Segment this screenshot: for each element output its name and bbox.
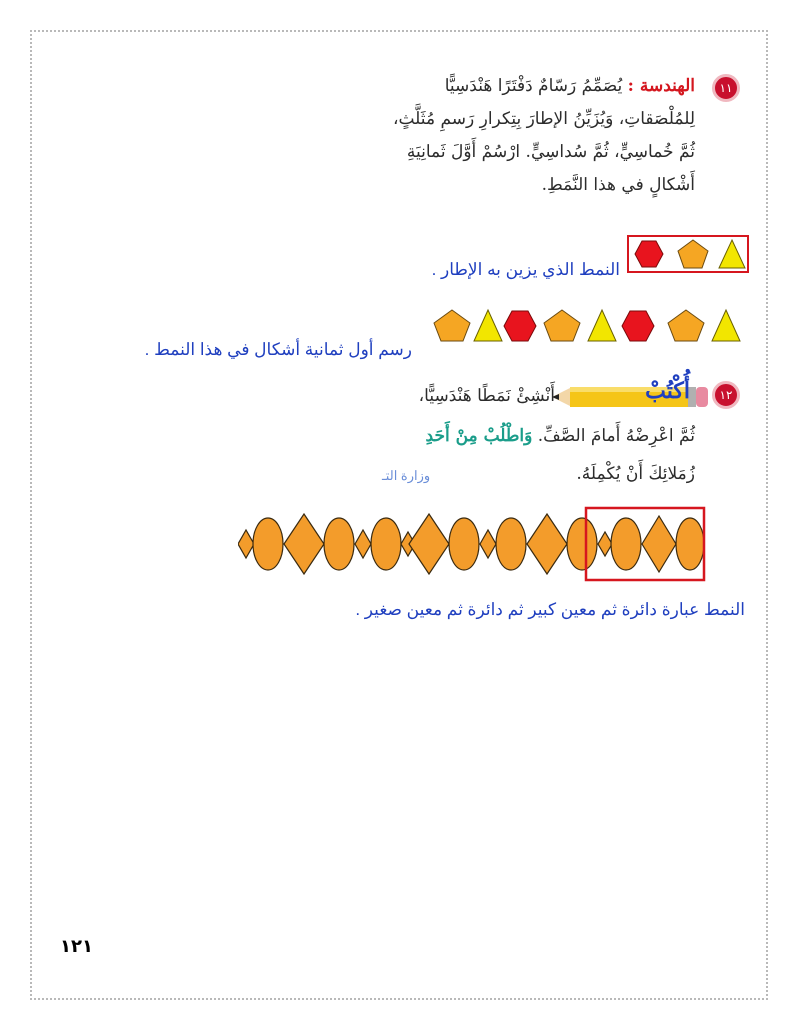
- oval-shape: [371, 518, 401, 570]
- small-diamond-shape: [355, 530, 371, 558]
- oval-shape: [449, 518, 479, 570]
- triangle-shape: [474, 310, 502, 341]
- triangle-shape: [588, 310, 616, 341]
- frame-pattern-shapes: [629, 237, 747, 271]
- exercise-11-line-1-text: يُصَمِّمُ رَسّامٌ دَفْتَرًا هَنْدَسِيًّا: [444, 76, 623, 96]
- oval-pattern-caption: النمط عبارة دائرة ثم معين كبير ثم دائرة ثم معين صغير .: [355, 600, 745, 619]
- oval-diamond-pattern: [238, 506, 706, 582]
- hexagon-shape: [504, 311, 536, 341]
- eight-shapes-row: [432, 306, 744, 344]
- small-diamond-shape: [480, 530, 496, 558]
- exercise-number: ١١: [719, 81, 733, 95]
- exercise-11-text: [275, 70, 695, 202]
- oval-shape: [611, 518, 641, 570]
- exercise-11-line-1: [275, 70, 695, 103]
- eight-shapes-caption: رسم أول ثمانية أشكال في هذا النمط .: [144, 340, 412, 359]
- hexagon-shape: [622, 311, 654, 341]
- hexagon-shape: [635, 241, 663, 267]
- pentagon-shape: [678, 240, 708, 268]
- keyword-geometry: الهندسة :: [627, 76, 695, 96]
- pentagon-shape: [434, 310, 470, 341]
- oval-shape: [676, 518, 704, 570]
- watermark-text: وزارة التـ: [382, 468, 431, 483]
- oval-shape: [496, 518, 526, 570]
- triangle-shape: [719, 240, 745, 268]
- pentagon-shape: [544, 310, 580, 341]
- oval-shape: [567, 518, 597, 570]
- triangle-shape: [712, 310, 740, 341]
- exercise-12-line-2-a: ثُمَّ اعْرِضْهُ أَمامَ الصَّفِّ.: [537, 426, 695, 446]
- exercise-12-line-2-b: وَاطْلُبْ مِنْ أَحَدِ: [425, 426, 533, 446]
- exercise-12-line-3: زُمَلائِكَ أَنْ يُكْمِلَهُ.: [576, 464, 695, 484]
- small-diamond-shape: [238, 530, 254, 558]
- oval-shape: [324, 518, 354, 570]
- big-diamond-shape: [284, 514, 324, 574]
- big-diamond-shape: [409, 514, 449, 574]
- oval-shape: [253, 518, 283, 570]
- exercise-11-line-2: لِلمُلْصَقاتِ، وَيُزَيِّنُ الإطارَ بِتِكرارِ رَسمِ مُثَلَّثٍ،: [393, 109, 695, 129]
- exercise-11-line-4: أَشْكالٍ في هذا النَّمَطِ.: [541, 175, 695, 195]
- write-label: أُكْتُبْ: [645, 378, 690, 404]
- frame-pattern-box: [627, 235, 749, 273]
- exercise-12-line-2: [275, 420, 695, 453]
- exercise-number-badge: [712, 74, 740, 102]
- exercise-number: ١٢: [719, 388, 733, 402]
- exercise-12-line-1: أَنْشِئْ نَمَطًا هَنْدَسِيًّا،: [418, 386, 555, 406]
- exercise-11-line-3: ثُمَّ خُماسِيٍّ، ثُمَّ سُداسِيٍّ. ارْسُمْ أَوَّلَ ثَمانِيَةِ: [406, 142, 695, 162]
- pentagon-shape: [668, 310, 704, 341]
- small-diamond-shape: [598, 532, 612, 556]
- page-number: ١٢١: [60, 936, 93, 957]
- frame-pattern-caption: النمط الذي يزين به الإطار .: [431, 260, 620, 279]
- big-diamond-shape: [642, 516, 676, 572]
- big-diamond-shape: [527, 514, 567, 574]
- exercise-number-badge: [712, 381, 740, 409]
